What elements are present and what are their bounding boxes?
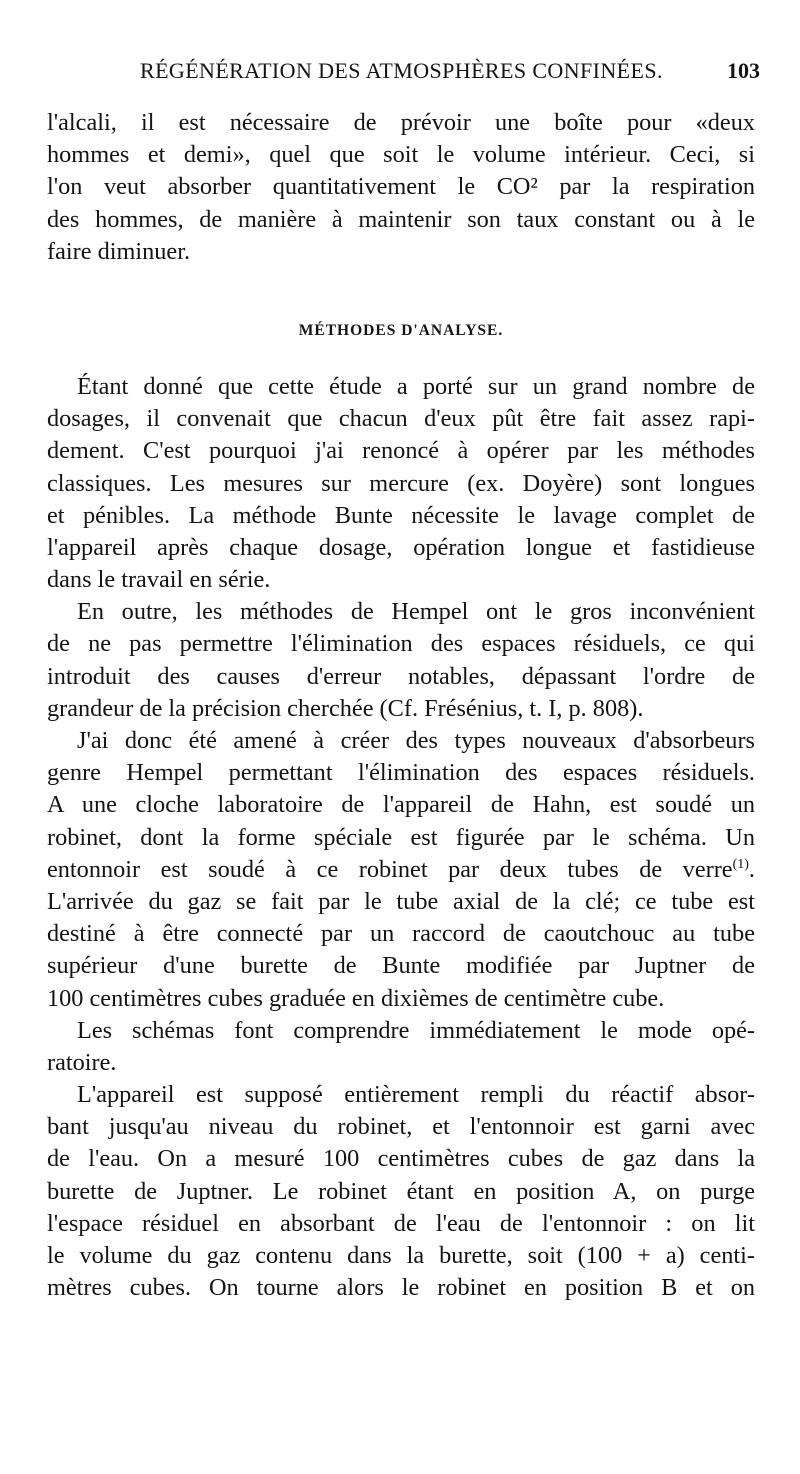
text-line: de l'eau. On a mesuré 100 centimètres cubes de gaz dans la bbox=[47, 1145, 755, 1173]
body-text bbox=[47, 107, 755, 1304]
spacer bbox=[47, 268, 755, 313]
text-line: l'on veut absorber quantitativement le CO² par la respiration bbox=[47, 173, 755, 201]
text-line: bant jusqu'au niveau du robinet, et l'entonnoir est garni avec bbox=[47, 1113, 755, 1141]
text-line: l'appareil après chaque dosage, opération longue et fastidieuse bbox=[47, 533, 755, 561]
text-line: dement. C'est pourquoi j'ai renoncé à opérer par les méthodes bbox=[47, 437, 755, 465]
text-line: A une cloche laboratoire de l'appareil de Hahn, est soudé un bbox=[47, 791, 755, 819]
text-line-with-footnote: entonnoir est soudé à ce robinet par deux tubes de verre$^{(1)}$. bbox=[47, 855, 755, 883]
paragraph-methods bbox=[47, 371, 755, 596]
section-heading: MÉTHODES D'ANALYSE. bbox=[298, 321, 504, 339]
text-line: et pénibles. La méthode Bunte nécessite le lavage complet de bbox=[47, 501, 755, 529]
text-segment: entonnoir est soudé à ce robinet par deux tubes de verre bbox=[47, 855, 733, 883]
text-line: l'alcali, il est nécessaire de prévoir une boîte pour «deux bbox=[47, 109, 755, 136]
text-line: l'espace résiduel en absorbant de l'eau de l'entonnoir : on lit bbox=[47, 1209, 755, 1237]
text-line: J'ai donc été amené à créer des types nouveaux d'absorbeurs bbox=[77, 727, 755, 754]
text-line: des hommes, de manière à maintenir son taux constant ou à le bbox=[47, 205, 755, 233]
text-line: En outre, les méthodes de Hempel ont le gros inconvénient bbox=[77, 598, 755, 626]
text-line: dans le travail en série. bbox=[47, 566, 271, 594]
text-line: burette de Juptner. Le robinet étant en position A, on purge bbox=[47, 1177, 755, 1205]
text-line: genre Hempel permettant l'élimination des espaces résiduels. bbox=[47, 759, 755, 787]
intro-paragraph bbox=[47, 107, 755, 268]
page-header bbox=[140, 58, 760, 94]
text-line: faire diminuer. bbox=[47, 237, 191, 265]
text-line: classiques. Les mesures sur mercure (ex. Doyère) sont longues bbox=[47, 469, 755, 497]
paragraph-hempel bbox=[47, 596, 755, 725]
text-line: Étant donné que cette étude a porté sur un grand nombre de bbox=[77, 372, 755, 400]
text-line: L'appareil est supposé entièrement rempli du réactif absor- bbox=[77, 1081, 755, 1109]
text-line: L'arrivée du gaz se fait par le tube axial de la clé; ce tube est bbox=[47, 887, 755, 915]
text-line: dosages, il convenait que chacun d'eux pût être fait assez rapi- bbox=[47, 405, 755, 433]
text-line: 100 centimètres cubes graduée en dixièmes de centimètre cube. bbox=[47, 984, 665, 1012]
text-line: grandeur de la précision cherchée (Cf. Frésénius, t. I, p. 808). bbox=[47, 694, 644, 722]
paragraph-schemas bbox=[47, 1015, 755, 1079]
text-line: introduit des causes d'erreur notables, dépassant l'ordre de bbox=[47, 662, 755, 690]
paragraph-procedure bbox=[47, 1079, 755, 1304]
text-line: robinet, dont la forme spéciale est figurée par le schéma. Un bbox=[47, 823, 755, 851]
paragraph-absorbers bbox=[47, 725, 755, 1015]
text-line: ratoire. bbox=[47, 1048, 117, 1076]
text-line: destiné à être connecté par un raccord de caoutchouc au tube bbox=[47, 920, 755, 948]
text-line: mètres cubes. On tourne alors le robinet en position B et on bbox=[47, 1274, 755, 1302]
footnote-reference: (1) bbox=[732, 856, 749, 872]
text-line: de ne pas permettre l'élimination des espaces résiduels, ce qui bbox=[47, 630, 755, 658]
text-line: hommes et demi», quel que soit le volume intérieur. Ceci, si bbox=[47, 141, 755, 169]
text-line: le volume du gaz contenu dans la burette, soit (100 + a) centi- bbox=[47, 1242, 755, 1269]
spacer bbox=[47, 349, 755, 371]
text-line: supérieur d'une burette de Bunte modifiée par Juptner de bbox=[47, 952, 755, 980]
running-title: RÉGÉNÉRATION DES ATMOSPHÈRES CONFINÉES. bbox=[140, 58, 663, 83]
page-number: 103 bbox=[727, 58, 760, 83]
text-line: Les schémas font comprendre immédiatement le mode opé- bbox=[77, 1016, 755, 1044]
